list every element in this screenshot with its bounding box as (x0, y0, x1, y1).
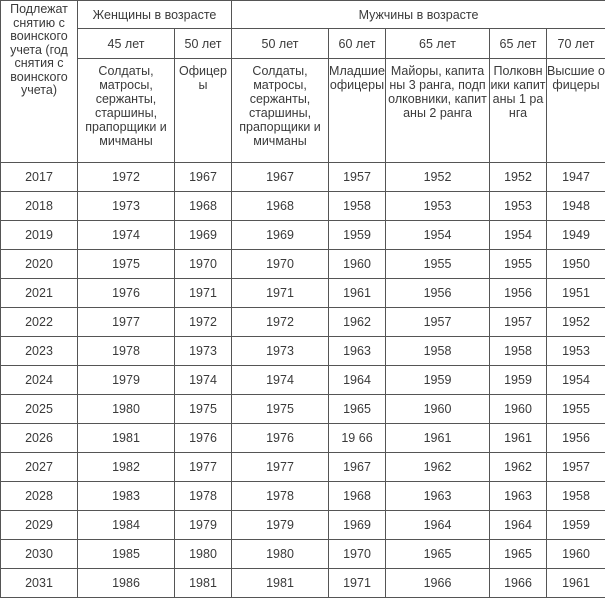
birth-year-cell: 1958 (547, 482, 605, 511)
birth-year-cell: 1967 (329, 453, 386, 482)
birth-year-cell: 1960 (329, 250, 386, 279)
birth-year-cell: 1979 (78, 366, 175, 395)
birth-year-cell: 1953 (490, 192, 547, 221)
birth-year-cell: 1957 (490, 308, 547, 337)
birth-year-cell: 1953 (547, 337, 605, 366)
age-header: 65 лет (386, 29, 490, 59)
birth-year-cell: 1977 (175, 453, 232, 482)
birth-year-cell: 1955 (386, 250, 490, 279)
year-cell: 2023 (1, 337, 78, 366)
table-row (1, 511, 605, 540)
birth-year-cell: 1984 (78, 511, 175, 540)
birth-year-cell: 1971 (175, 279, 232, 308)
birth-year-cell: 19 66 (329, 424, 386, 453)
birth-year-cell: 1982 (78, 453, 175, 482)
birth-year-cell: 1948 (547, 192, 605, 221)
birth-year-cell: 1971 (329, 569, 386, 598)
table-row (1, 366, 605, 395)
birth-year-cell: 1960 (547, 540, 605, 569)
birth-year-cell: 1983 (78, 482, 175, 511)
birth-year-cell: 1965 (490, 540, 547, 569)
birth-year-cell: 1961 (490, 424, 547, 453)
birth-year-cell: 1952 (386, 163, 490, 192)
category-header: Майоры, капитаны 3 ранга, подполковники, капитаны 2 ранга (386, 59, 490, 163)
table-row (1, 163, 605, 192)
birth-year-cell: 1986 (78, 569, 175, 598)
table-row (1, 482, 605, 511)
birth-year-cell: 1968 (329, 482, 386, 511)
table-row (1, 250, 605, 279)
birth-year-cell: 1963 (490, 482, 547, 511)
birth-year-cell: 1978 (78, 337, 175, 366)
table-row (1, 337, 605, 366)
year-cell: 2030 (1, 540, 78, 569)
category-header: Полковники капитаны 1 ранга (490, 59, 547, 163)
birth-year-cell: 1978 (232, 482, 329, 511)
birth-year-cell: 1964 (490, 511, 547, 540)
birth-year-cell: 1957 (386, 308, 490, 337)
birth-year-cell: 1978 (175, 482, 232, 511)
age-header: 50 лет (175, 29, 232, 59)
birth-year-cell: 1962 (329, 308, 386, 337)
birth-year-cell: 1972 (78, 163, 175, 192)
birth-year-cell: 1979 (232, 511, 329, 540)
birth-year-cell: 1970 (232, 250, 329, 279)
birth-year-cell: 1955 (490, 250, 547, 279)
birth-year-cell: 1953 (386, 192, 490, 221)
birth-year-cell: 1963 (386, 482, 490, 511)
birth-year-cell: 1949 (547, 221, 605, 250)
year-cell: 2018 (1, 192, 78, 221)
year-cell: 2019 (1, 221, 78, 250)
birth-year-cell: 1969 (175, 221, 232, 250)
birth-year-cell: 1957 (547, 453, 605, 482)
birth-year-cell: 1969 (232, 221, 329, 250)
birth-year-cell: 1972 (175, 308, 232, 337)
year-cell: 2020 (1, 250, 78, 279)
birth-year-cell: 1959 (490, 366, 547, 395)
age-header: 45 лет (78, 29, 175, 59)
year-cell: 2017 (1, 163, 78, 192)
birth-year-cell: 1979 (175, 511, 232, 540)
birth-year-cell: 1981 (175, 569, 232, 598)
birth-year-cell: 1981 (78, 424, 175, 453)
birth-year-cell: 1980 (232, 540, 329, 569)
birth-year-cell: 1976 (232, 424, 329, 453)
birth-year-cell: 1954 (547, 366, 605, 395)
birth-year-cell: 1962 (490, 453, 547, 482)
year-cell: 2024 (1, 366, 78, 395)
birth-year-cell: 1959 (547, 511, 605, 540)
birth-year-cell: 1959 (386, 366, 490, 395)
birth-year-cell: 1973 (232, 337, 329, 366)
category-header: Офицеры (175, 59, 232, 163)
birth-year-cell: 1973 (175, 337, 232, 366)
category-header: Высшие офицеры (547, 59, 605, 163)
birth-year-cell: 1975 (175, 395, 232, 424)
birth-year-cell: 1977 (232, 453, 329, 482)
year-cell: 2022 (1, 308, 78, 337)
birth-year-cell: 1975 (232, 395, 329, 424)
birth-year-cell: 1968 (175, 192, 232, 221)
year-cell: 2025 (1, 395, 78, 424)
women-group-header: Женщины в возрасте (78, 1, 232, 29)
header-row-categories (1, 59, 605, 163)
table-row (1, 453, 605, 482)
birth-year-cell: 1985 (78, 540, 175, 569)
birth-year-cell: 1963 (329, 337, 386, 366)
birth-year-cell: 1956 (547, 424, 605, 453)
birth-year-cell: 1980 (175, 540, 232, 569)
birth-year-cell: 1964 (386, 511, 490, 540)
birth-year-cell: 1952 (490, 163, 547, 192)
table-row (1, 192, 605, 221)
birth-year-cell: 1970 (329, 540, 386, 569)
birth-year-cell: 1958 (490, 337, 547, 366)
age-header: 70 лет (547, 29, 605, 59)
birth-year-cell: 1973 (78, 192, 175, 221)
birth-year-cell: 1974 (175, 366, 232, 395)
birth-year-cell: 1955 (547, 395, 605, 424)
table-row (1, 395, 605, 424)
birth-year-cell: 1964 (329, 366, 386, 395)
birth-year-cell: 1974 (78, 221, 175, 250)
birth-year-cell: 1966 (490, 569, 547, 598)
birth-year-cell: 1976 (175, 424, 232, 453)
birth-year-cell: 1981 (232, 569, 329, 598)
birth-year-cell: 1967 (175, 163, 232, 192)
birth-year-cell: 1956 (490, 279, 547, 308)
birth-year-cell: 1947 (547, 163, 605, 192)
table-row (1, 424, 605, 453)
birth-year-cell: 1977 (78, 308, 175, 337)
age-header: 65 лет (490, 29, 547, 59)
men-group-header: Мужчины в возрасте (232, 1, 605, 29)
birth-year-cell: 1959 (329, 221, 386, 250)
year-cell: 2021 (1, 279, 78, 308)
year-cell: 2029 (1, 511, 78, 540)
year-cell: 2031 (1, 569, 78, 598)
birth-year-cell: 1954 (386, 221, 490, 250)
birth-year-cell: 1960 (386, 395, 490, 424)
age-header: 50 лет (232, 29, 329, 59)
birth-year-cell: 1961 (329, 279, 386, 308)
table-row (1, 221, 605, 250)
birth-year-cell: 1958 (329, 192, 386, 221)
birth-year-cell: 1956 (386, 279, 490, 308)
age-header: 60 лет (329, 29, 386, 59)
header-row-ages (1, 29, 605, 59)
category-header: Солдаты, матросы, сержанты, старшины, прапорщики и мичманы (232, 59, 329, 163)
birth-year-cell: 1957 (329, 163, 386, 192)
corner-header: Подлежат снятию с воинского учета (год снятия с воинского учета) (1, 1, 78, 163)
birth-year-cell: 1974 (232, 366, 329, 395)
birth-year-cell: 1970 (175, 250, 232, 279)
birth-year-cell: 1951 (547, 279, 605, 308)
birth-year-cell: 1965 (386, 540, 490, 569)
birth-year-cell: 1961 (547, 569, 605, 598)
birth-year-cell: 1972 (232, 308, 329, 337)
birth-year-cell: 1966 (386, 569, 490, 598)
birth-year-cell: 1954 (490, 221, 547, 250)
birth-year-cell: 1960 (490, 395, 547, 424)
category-header: Младшие офицеры (329, 59, 386, 163)
birth-year-cell: 1967 (232, 163, 329, 192)
header-row-groups (1, 1, 605, 29)
birth-year-cell: 1952 (547, 308, 605, 337)
birth-year-cell: 1958 (386, 337, 490, 366)
year-cell: 2028 (1, 482, 78, 511)
table-body (1, 163, 605, 598)
birth-year-cell: 1971 (232, 279, 329, 308)
year-cell: 2026 (1, 424, 78, 453)
birth-year-cell: 1976 (78, 279, 175, 308)
category-header: Солдаты, матросы, сержанты, старшины, прапорщики и мичманы (78, 59, 175, 163)
birth-year-cell: 1980 (78, 395, 175, 424)
table-row (1, 569, 605, 598)
birth-year-cell: 1969 (329, 511, 386, 540)
birth-year-cell: 1965 (329, 395, 386, 424)
table-row (1, 279, 605, 308)
birth-year-cell: 1950 (547, 250, 605, 279)
birth-year-cell: 1975 (78, 250, 175, 279)
birth-year-cell: 1961 (386, 424, 490, 453)
birth-year-cell: 1962 (386, 453, 490, 482)
table-row (1, 308, 605, 337)
birth-year-cell: 1968 (232, 192, 329, 221)
year-cell: 2027 (1, 453, 78, 482)
table-row (1, 540, 605, 569)
